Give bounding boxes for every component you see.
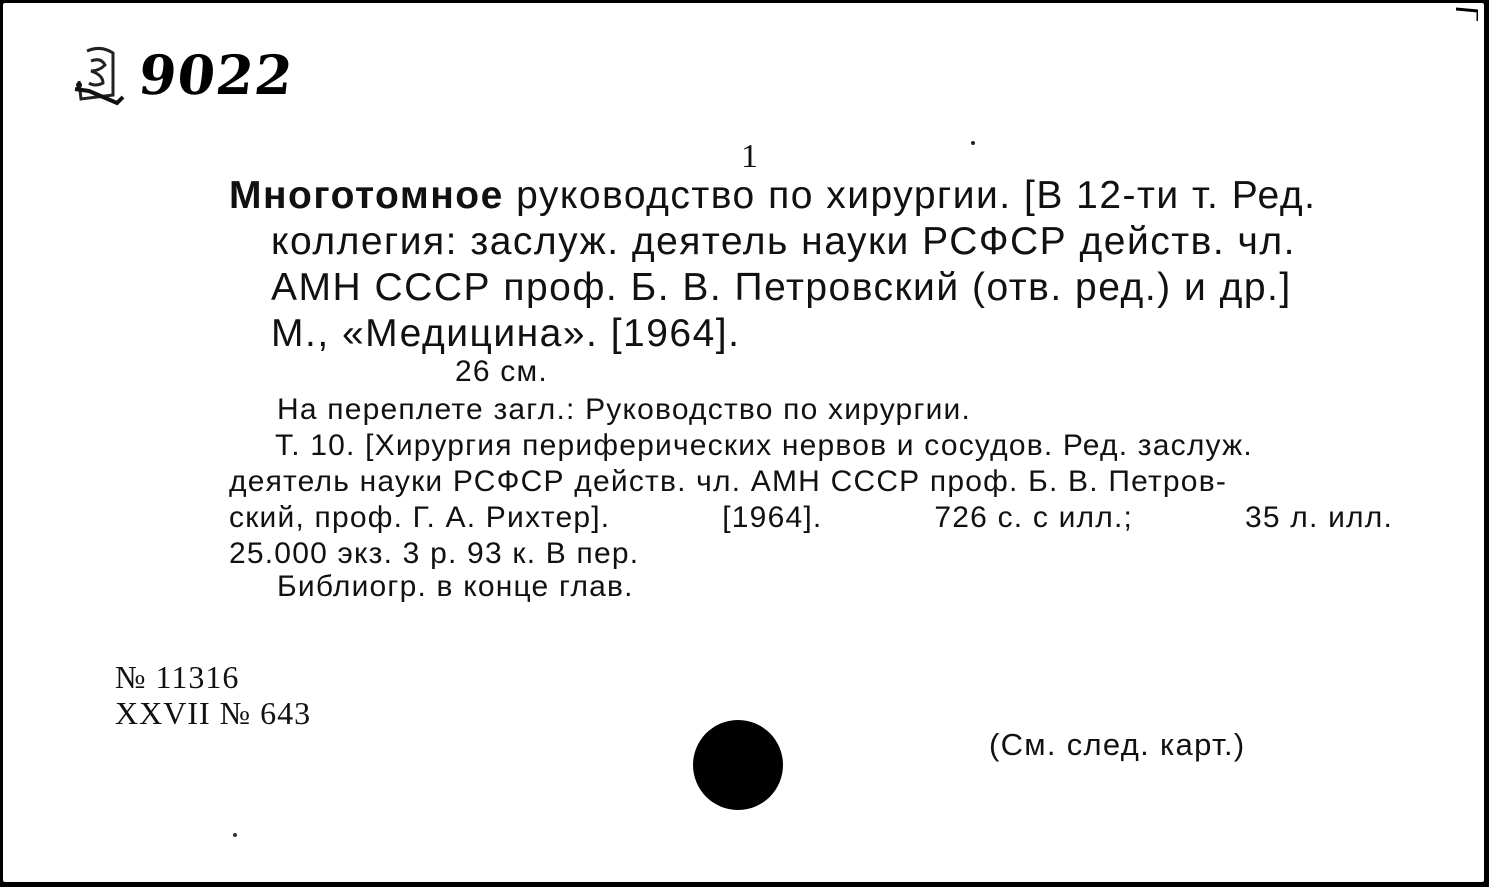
volume-number: 1 [741, 138, 758, 175]
shelf-number: XXVII № 643 [115, 695, 312, 731]
title-lead: Многотомное [229, 174, 504, 217]
title-line-3: АМН СССР проф. Б. В. Петровский (отв. ред.) и др.] [271, 266, 1292, 309]
title-block [229, 173, 1399, 357]
title-line-1-rest: руководство по хирургии. [В 12-ти т. Ред. [503, 174, 1317, 217]
library-stamp-icon [73, 45, 125, 107]
registration-number: № 11316 [115, 659, 240, 695]
bibliography-note: Библиогр. в конце глав. [277, 570, 634, 603]
registration-numbers [115, 659, 311, 731]
volume-10-line-1: Т. 10. [Хирургия периферических нервов и сосудов. Ред. заслуж. [275, 429, 1253, 462]
binding-note: На переплете загл.: Руководство по хирургии. [277, 393, 972, 426]
catalog-card [3, 3, 1484, 882]
volume-10-line-2: деятель науки РСФСР действ. чл. АМН СССР проф. Б. В. Петров- [229, 465, 1228, 498]
volume-10-line-3: ский, проф. Г. А. Рихтер]. [1964]. 726 с. с илл.; 35 л. илл. [229, 501, 1393, 534]
ink-dot [971, 141, 975, 145]
title-line-2: коллегия: заслуж. деятель науки РСФСР действ. чл. [271, 220, 1296, 263]
volume-10-line-4: 25.000 экз. 3 р. 93 к. В пер. [229, 537, 640, 570]
handwritten-card-number: 9022 [135, 43, 297, 107]
corner-fold-mark [1456, 7, 1478, 21]
title-line-4: М., «Медицина». [1964]. [271, 312, 741, 355]
volume-10-description [229, 428, 1393, 572]
physical-size: 26 см. [455, 355, 548, 388]
ink-speck [233, 833, 237, 837]
see-next-card-note: (См. след. карт.) [989, 727, 1246, 762]
title-line-1 [229, 173, 1399, 219]
card-punch-hole [693, 720, 783, 810]
